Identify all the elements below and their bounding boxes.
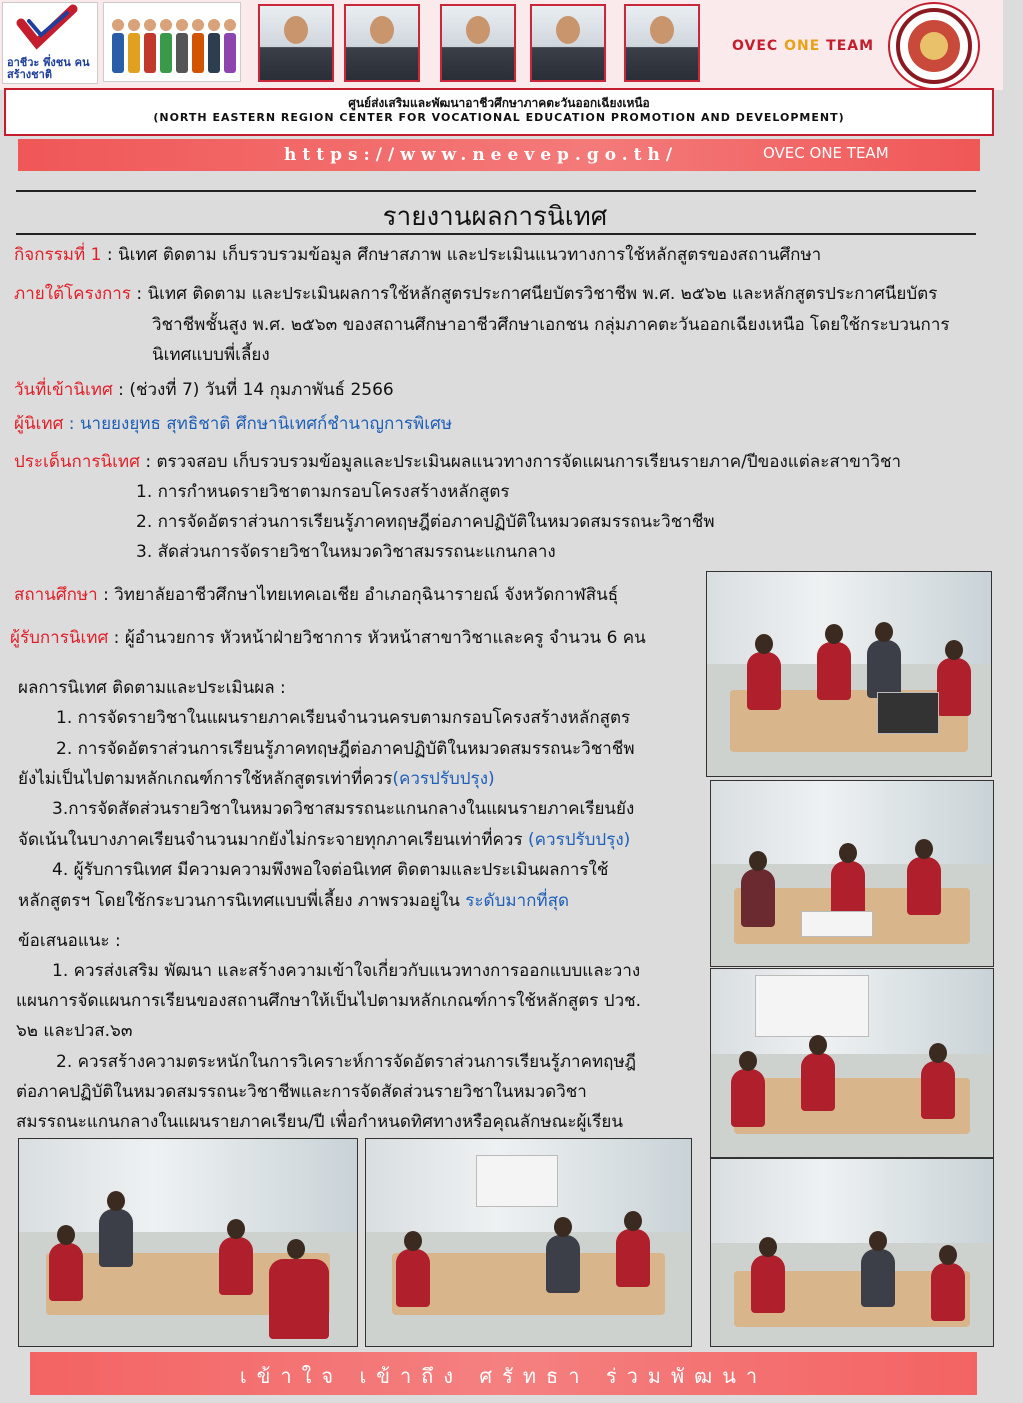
worker-figure [224, 33, 236, 73]
project-row [14, 283, 937, 305]
suggestion-line: ต่อภาคปฏิบัติในหมวดสมรรถนะวิชาชีพและการจัดสัดส่วนรายวิชาในหมวดวิชา [16, 1082, 587, 1102]
center-name-box [4, 88, 994, 136]
result-item-cont: จัดเน้นในบางภาคเรียนจำนวนมากยังไม่กระจายทุกภาคเรียนเท่าที่ควร (ควรปรับปรุง) [18, 830, 631, 850]
worker-head [208, 19, 220, 31]
title-rule-top [16, 190, 976, 192]
worker-figure [128, 33, 140, 73]
project-line: นิเทศแบบพี่เลี้ยง [152, 345, 270, 365]
date-row [14, 379, 394, 401]
results-label: ผลการนิเทศ ติดตามและประเมินผล : [18, 678, 286, 698]
executive-photo [440, 4, 516, 82]
executive-photo [530, 4, 606, 82]
worker-head [176, 19, 188, 31]
result-item: 3.การจัดสัดส่วนรายวิชาในหมวดวิชาสมรรถนะแกนกลางในแผนรายภาคเรียนยัง [52, 799, 635, 819]
header-banner [0, 0, 1003, 90]
suggestions-label: ข้อเสนอแนะ : [18, 931, 121, 951]
check-mark-icon [3, 3, 97, 59]
school-row [14, 584, 618, 606]
meeting-photo [710, 780, 994, 967]
supervisor-text: : นายยงยุทธ สุทธิชาติ ศึกษานิเทศก์ชำนาญการพิเศษ [63, 414, 453, 434]
suggestion-line: 1. ควรส่งเสริม พัฒนา และสร้างความเข้าใจเกี่ยวกับแนวทางการออกแบบและวาง [52, 961, 641, 981]
worker-figure [192, 33, 204, 73]
activity-row [14, 244, 821, 266]
worker-head [128, 19, 140, 31]
result-item-cont: หลักสูตรฯ โดยใช้กระบวนการนิเทศแบบพี่เลี้ยง ภาพรวมอยู่ใน ระดับมากที่สุด [18, 891, 570, 911]
improve-note: (ควรปรับปรุง) [392, 769, 495, 789]
result-item: 1. การจัดรายวิชาในแผนรายภาคเรียนจำนวนครบตามกรอบโครงสร้างหลักสูตร [56, 708, 631, 728]
school-text: : วิทยาลัยอาชีวศึกษาไทยเทคเอเชีย อำเภอกุฉินารายณ์ จังหวัดกาฬสินธุ์ [97, 585, 619, 605]
issues-label: ประเด็นการนิเทศ [14, 452, 140, 472]
project-label: ภายใต้โครงการ [14, 284, 131, 304]
worker-head [144, 19, 156, 31]
issues-text: : ตรวจสอบ เก็บรวบรวมข้อมูลและประเมินผลแนวทางการจัดแผนการเรียนรายภาค/ปีของแต่ละสาขาวิชา [139, 452, 902, 472]
date-label: วันที่เข้านิเทศ [14, 380, 113, 400]
executive-photo [344, 4, 420, 82]
satisfaction-level: ระดับมากที่สุด [465, 891, 570, 911]
occupations-illustration [103, 2, 241, 82]
issue-item: 1. การกำหนดรายวิชาตามกรอบโครงสร้างหลักสูตร [136, 482, 510, 502]
executive-photo [624, 4, 700, 82]
worker-head [112, 19, 124, 31]
improve-note: (ควรปรับปรุง) [528, 830, 631, 850]
worker-figure [112, 33, 124, 73]
date-text: : (ช่วงที่ 7) วันที่ 14 กุมภาพันธ์ 2566 [112, 380, 394, 400]
result-item: 4. ผู้รับการนิเทศ มีความความพึงพอใจต่อนิเทศ ติดตามและประเมินผลการใช้ [52, 860, 609, 880]
worker-figure [208, 33, 220, 73]
website-url-bar [18, 139, 980, 171]
worker-head [224, 19, 236, 31]
meeting-photo [710, 968, 994, 1158]
supervisor-row [14, 413, 452, 435]
suggestion-line: สมรรถนะแกนกลางในแผนรายภาคเรียน/ปี เพื่อกำหนดทิศทางหรือคุณลักษณะผู้เรียน [16, 1112, 623, 1132]
seal-icon [890, 4, 978, 88]
receiver-row [10, 627, 646, 649]
issues-row [14, 451, 901, 473]
receiver-text: : ผู้อำนวยการ หัวหน้าฝ่ายวิชาการ หัวหน้าสาขาวิชาและครู จำนวน 6 คน [108, 628, 646, 648]
website-url[interactable]: https://www.neevep.go.th/ [284, 145, 679, 165]
worker-figure [144, 33, 156, 73]
meeting-photo [706, 571, 992, 777]
activity-label: กิจกรรมที่ 1 [14, 245, 102, 265]
school-label: สถานศึกษา [14, 585, 98, 605]
report-title: รายงานผลการนิเทศ [382, 202, 608, 232]
ovec-one-team-brand: OVEC ONE TEAM [732, 38, 875, 54]
meeting-photo [18, 1138, 358, 1347]
vocational-logo [2, 2, 98, 84]
footer-slogan: เข้าใจ เข้าถึง ศรัทธา ร่วมพัฒนา [239, 1364, 768, 1388]
receiver-label: ผู้รับการนิเทศ [10, 628, 109, 648]
suggestion-line: แผนการจัดแผนการเรียนของสถานศึกษาให้เป็นไปตามหลักเกณฑ์การใช้หลักสูตร ปวช. [16, 991, 642, 1011]
worker-head [192, 19, 204, 31]
suggestion-line: ๖๒ และปวส.๖๓ [16, 1021, 133, 1041]
title-rule-bottom [16, 233, 976, 235]
project-line: วิชาชีพชั้นสูง พ.ศ. ๒๕๖๓ ของสถานศึกษาอาชีวศึกษาเอกชน กลุ่มภาคตะวันออกเฉียงเหนือ โดยใช้กระบวนการ [152, 315, 950, 335]
ovec-seal [888, 2, 980, 90]
supervisor-label: ผู้นิเทศ [14, 414, 64, 434]
footer-slogan-bar [30, 1352, 977, 1395]
worker-head [160, 19, 172, 31]
result-item: 2. การจัดอัตราส่วนการเรียนรู้ภาคทฤษฎีต่อภาคปฏิบัติในหมวดสมรรถนะวิชาชีพ [56, 739, 635, 759]
center-name-english: (NORTH EASTERN REGION CENTER FOR VOCATIONAL EDUCATION PROMOTION AND DEVELOPMENT) [153, 111, 845, 124]
suggestion-line: 2. ควรสร้างความตระหนักในการวิเคราะห์การจัดอัตราส่วนการเรียนรู้ภาคทฤษฎี [56, 1052, 637, 1072]
issue-item: 2. การจัดอัตราส่วนการเรียนรู้ภาคทฤษฎีต่อภาคปฏิบัติในหมวดสมรรถนะวิชาชีพ [136, 512, 715, 532]
executive-photo [258, 4, 334, 82]
meeting-photo [365, 1138, 692, 1347]
project-line: : นิเทศ ติดตาม และประเมินผลการใช้หลักสูตรประกาศนียบัตรวิชาชีพ พ.ศ. ๒๕๖๒ และหลักสูตรประกาศนียบัตร [130, 284, 938, 304]
url-tag: OVEC ONE TEAM [763, 144, 889, 162]
result-item-cont: ยังไม่เป็นไปตามหลักเกณฑ์การใช้หลักสูตรเท่าที่ควร(ควรปรับปรุง) [18, 769, 495, 789]
meeting-photo [710, 1158, 994, 1347]
activity-text: : นิเทศ ติดตาม เก็บรวบรวมข้อมูล ศึกษาสภาพ และประเมินแนวทางการใช้หลักสูตรของสถานศึกษา [101, 245, 822, 265]
worker-figure [160, 33, 172, 73]
issue-item: 3. สัดส่วนการจัดรายวิชาในหมวดวิชาสมรรถนะแกนกลาง [136, 542, 556, 562]
center-name-thai: ศูนย์ส่งเสริมและพัฒนาอาชีวศึกษาภาคตะวันออกเฉียงเหนือ [348, 96, 650, 110]
logo-text: อาชีวะ พึ่งชน คนสร้างชาติ [7, 56, 90, 81]
worker-figure [176, 33, 188, 73]
